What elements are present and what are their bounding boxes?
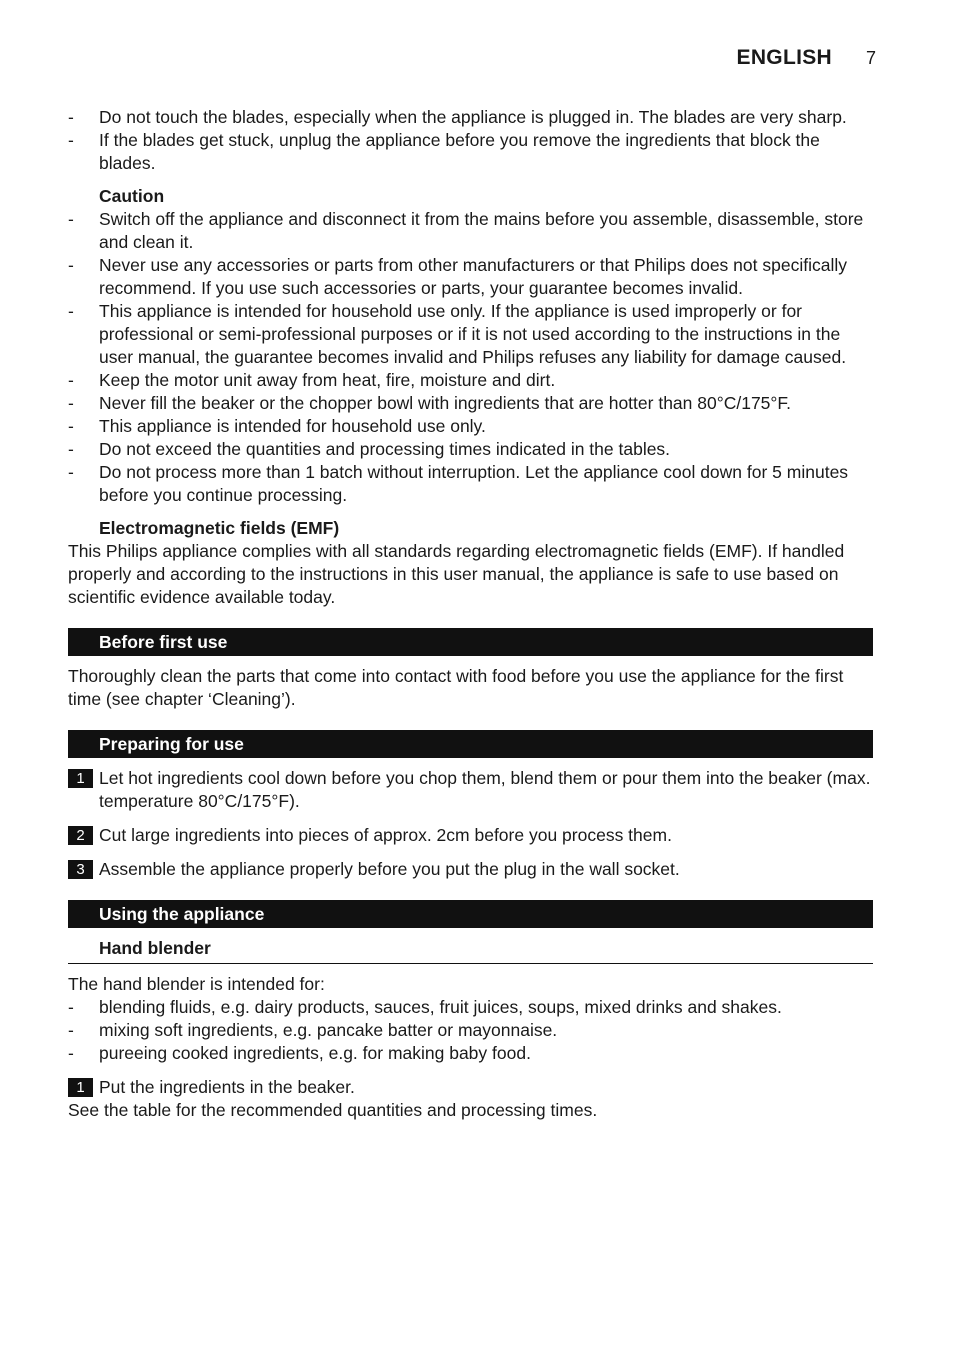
list-item: - pureeing cooked ingredients, e.g. for making baby food. bbox=[68, 1042, 873, 1065]
list-item: - This appliance is intended for household use only. If the appliance is used improperly or for professional or semi-professional purposes or if it is not used according to the instructions in the user manual, the guarantee becomes invalid and Philips refuses any liability for damage caused. bbox=[68, 300, 873, 369]
list-item: - mixing soft ingredients, e.g. pancake batter or mayonnaise. bbox=[68, 1019, 873, 1042]
caution-list bbox=[68, 208, 873, 507]
emf-heading: Electromagnetic fields (EMF) bbox=[99, 518, 340, 538]
step-item bbox=[68, 1076, 873, 1099]
page-number: 7 bbox=[865, 48, 876, 68]
step-number-badge: 1 bbox=[68, 1078, 93, 1097]
list-item: - Do not process more than 1 batch without interruption. Let the appliance cool down for 5 minutes before you continue processing. bbox=[68, 461, 873, 507]
step-number-badge: 2 bbox=[68, 826, 93, 845]
list-item: - Keep the motor unit away from heat, fire, moisture and dirt. bbox=[68, 369, 873, 392]
list-item: - Do not exceed the quantities and processing times indicated in the tables. bbox=[68, 438, 873, 461]
list-item: - Do not touch the blades, especially when the appliance is plugged in. The blades are very sharp. bbox=[68, 106, 873, 129]
subsection-heading-hand-blender: Hand blender bbox=[68, 937, 873, 964]
step-text: Cut large ingredients into pieces of approx. 2cm before you process them. bbox=[99, 825, 672, 845]
step-item bbox=[68, 824, 873, 847]
list-item: - Switch off the appliance and disconnect it from the mains before you assemble, disassemble, store and clean it. bbox=[68, 208, 873, 254]
warnings-list bbox=[68, 106, 873, 175]
emf-paragraph: This Philips appliance complies with all standards regarding electromagnetic fields (EMF). If handled properly and according to the instructions in this user manual, the appliance is safe to use based on scientific evidence available today. bbox=[68, 541, 845, 607]
step-number-badge: 1 bbox=[68, 769, 93, 788]
step-note: See the table for the recommended quantities and processing times. bbox=[68, 1100, 598, 1120]
language-label: ENGLISH bbox=[736, 46, 832, 69]
step-item bbox=[68, 767, 873, 813]
document-body bbox=[68, 106, 873, 1122]
page-header bbox=[737, 46, 876, 70]
step-text: Assemble the appliance properly before you put the plug in the wall socket. bbox=[99, 859, 680, 879]
step-text: Let hot ingredients cool down before you chop them, blend them or pour them into the beaker (max. temperature 80°C/175°F). bbox=[99, 768, 871, 811]
list-item: - Never use any accessories or parts from other manufacturers or that Philips does not specifically recommend. If you use such accessories or parts, your guarantee becomes invalid. bbox=[68, 254, 873, 300]
list-item: - blending fluids, e.g. dairy products, sauces, fruit juices, soups, mixed drinks and shakes. bbox=[68, 996, 873, 1019]
list-item: - If the blades get stuck, unplug the appliance before you remove the ingredients that block the blades. bbox=[68, 129, 873, 175]
list-item: - Never fill the beaker or the chopper bowl with ingredients that are hotter than 80°C/175°F. bbox=[68, 392, 873, 415]
step-item bbox=[68, 858, 873, 881]
hand-blender-intro: The hand blender is intended for: bbox=[68, 974, 325, 994]
step-number-badge: 3 bbox=[68, 860, 93, 879]
step-text: Put the ingredients in the beaker. bbox=[99, 1077, 355, 1097]
section-heading-preparing: Preparing for use bbox=[68, 730, 873, 758]
caution-heading: Caution bbox=[99, 186, 165, 206]
section-heading-before-first-use: Before first use bbox=[68, 628, 873, 656]
before-first-use-paragraph: Thoroughly clean the parts that come into contact with food before you use the appliance for the first time (see chapter ‘Cleaning’). bbox=[68, 666, 844, 709]
section-heading-using: Using the appliance bbox=[68, 900, 873, 928]
hand-blender-uses-list bbox=[68, 996, 873, 1065]
list-item: - This appliance is intended for household use only. bbox=[68, 415, 873, 438]
